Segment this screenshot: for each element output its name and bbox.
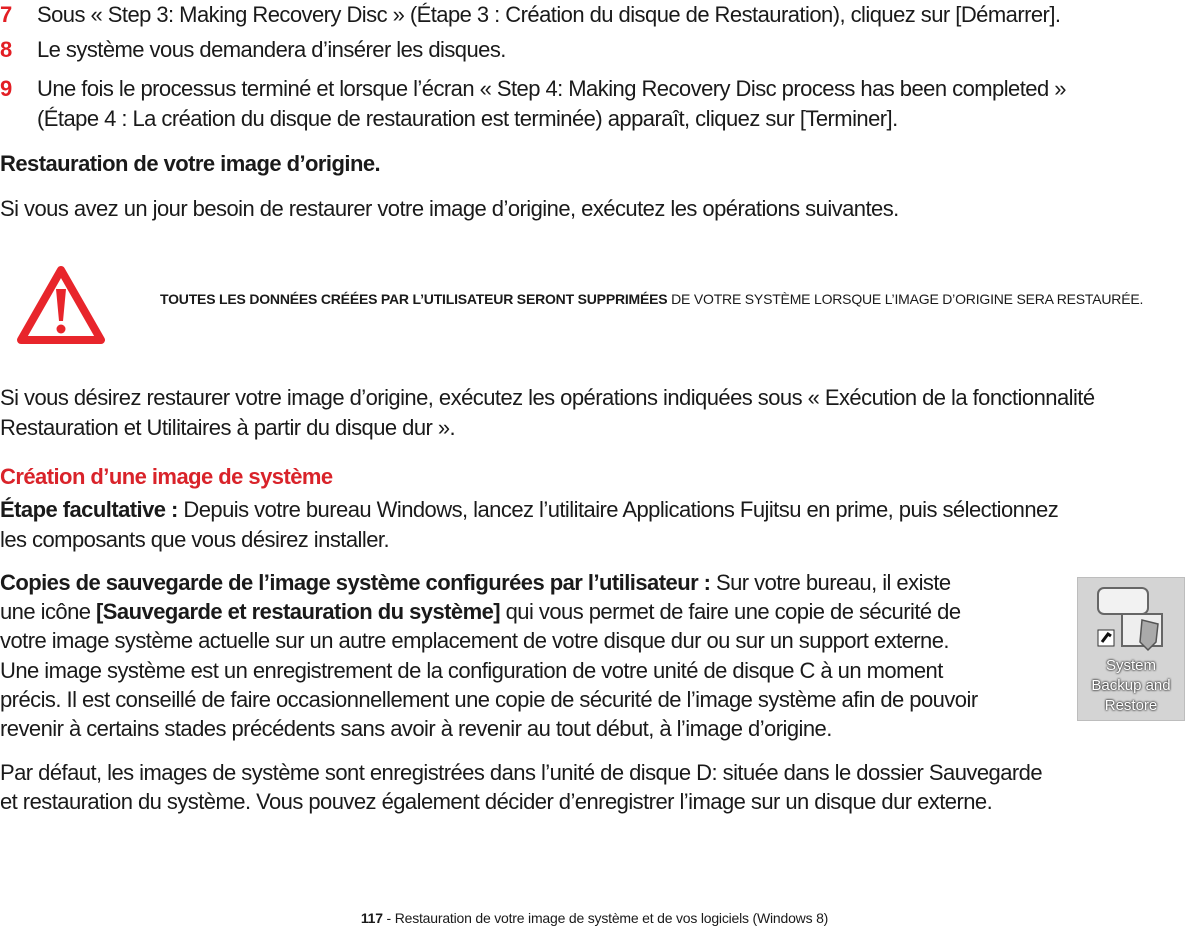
icon-label-line: Restore (1104, 697, 1158, 714)
step-text: Une fois le processus terminé et lorsque l’écran « Step 4: Making Recovery Disc process has been completed » (37, 76, 1066, 101)
icon-label-line: System (1105, 657, 1156, 674)
paragraph: et restauration du système. Vous pouvez également décider d’enregistrer l’image sur un disque dur externe. (0, 789, 993, 814)
step-text: Le système vous demandera d’insérer les disques. (37, 37, 506, 62)
text: qui vous permet de faire une copie de sécurité de (505, 599, 961, 624)
backup-drive-icon (1092, 584, 1170, 656)
section-heading: Restauration de votre image d’origine. (0, 151, 381, 176)
paragraph: précis. Il est conseillé de faire occasionnellement une copie de sécurité de l’image système afin de pouvoir (0, 687, 978, 712)
icon-name: [Sauvegarde et restauration du système] (96, 599, 501, 624)
step-9-continued: (Étape 4 : La création du disque de restauration est terminée) apparaît, cliquez sur [Terminer]. (37, 106, 898, 131)
text: Sur votre bureau, il existe (716, 570, 951, 595)
text: une icône (0, 599, 91, 624)
paragraph: les composants que vous désirez installer. (0, 527, 390, 552)
optional-step (0, 496, 1058, 524)
paragraph: Par défaut, les images de système sont enregistrées dans l’unité de disque D: située dans le dossier Sauvegarde (0, 760, 1043, 785)
step-number: 8 (0, 37, 12, 62)
step-7 (0, 1, 1061, 29)
label: Copies de sauvegarde de l’image système configurées par l’utilisateur : (0, 570, 711, 595)
warning-text (160, 291, 1143, 307)
step-8 (0, 36, 506, 64)
icon-label-line: Backup and (1091, 677, 1171, 694)
page-footer (0, 910, 1189, 926)
paragraph: Une image système est un enregistrement de la configuration de votre unité de disque C à un moment (0, 658, 943, 683)
step-9 (0, 75, 1066, 103)
step-number: 7 (0, 2, 12, 27)
paragraph: Si vous avez un jour besoin de restaurer votre image d’origine, exécutez les opérations suivantes. (0, 196, 899, 221)
paragraph: Si vous désirez restaurer votre image d’origine, exécutez les opérations indiquées sous « Exécution de la fonctionnalité (0, 385, 1095, 410)
copies-line (0, 598, 961, 626)
footer-text: - Restauration de votre image de système et de vos logiciels (Windows 8) (382, 910, 829, 926)
paragraph: Restauration et Utilitaires à partir du disque dur ». (0, 415, 456, 440)
warning-bold: TOUTES LES DONNÉES CRÉÉES PAR L’UTILISATEUR SERONT SUPPRIMÉES (160, 291, 668, 307)
page-number: 117 (360, 910, 383, 926)
warning-rest: DE VOTRE SYSTÈME LORSQUE L’IMAGE D’ORIGINE SERA RESTAURÉE. (671, 291, 1144, 307)
icon-label (1078, 656, 1184, 716)
copies-line (0, 569, 951, 597)
paragraph: revenir à certains stades précédents sans avoir à revenir au tout début, à l’image d’origine. (0, 716, 832, 741)
system-backup-restore-icon (1077, 577, 1185, 721)
subsection-heading: Création d’une image de système (0, 464, 333, 489)
paragraph: votre image système actuelle sur un autre emplacement de votre disque dur ou sur un support externe. (0, 628, 949, 653)
warning-icon (16, 265, 106, 345)
step-text: Sous « Step 3: Making Recovery Disc » (Étape 3 : Création du disque de Restauration), cliquez sur [Démarrer]. (37, 2, 1061, 27)
label: Étape facultative : (0, 497, 178, 522)
text: Depuis votre bureau Windows, lancez l’utilitaire Applications Fujitsu en prime, puis sélectionnez (183, 497, 1059, 522)
step-number: 9 (0, 76, 12, 101)
